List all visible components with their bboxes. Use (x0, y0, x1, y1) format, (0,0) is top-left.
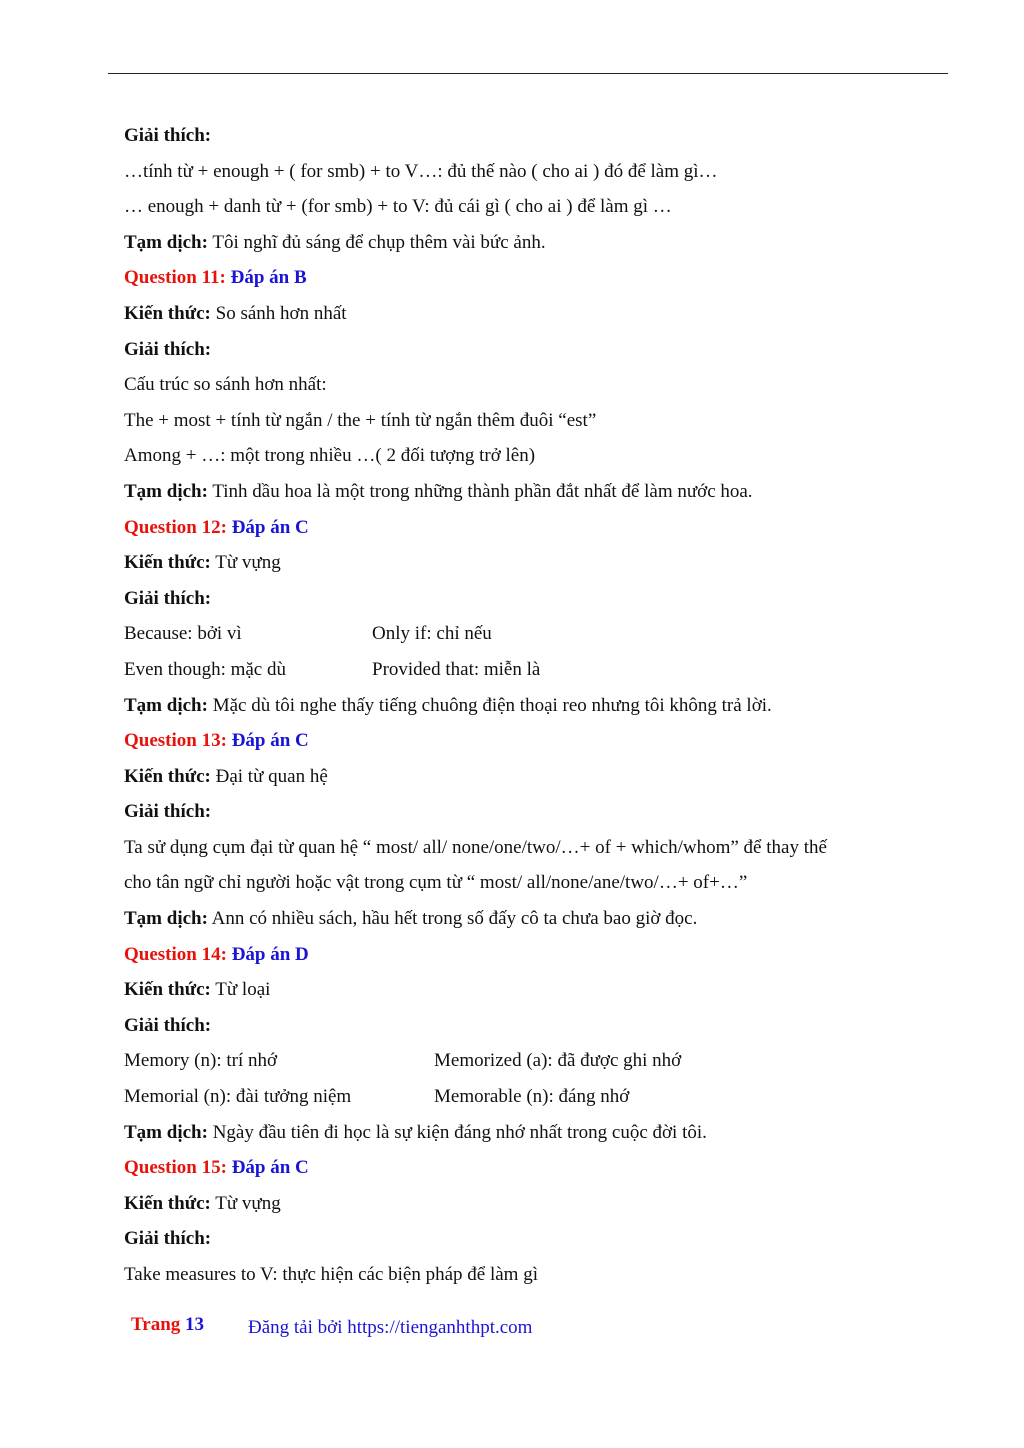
document-body (124, 118, 914, 1293)
question-number: Question 15: (124, 1157, 227, 1179)
page-label: Trang (131, 1314, 181, 1335)
source-link[interactable]: Đăng tải bởi https://tienganhthpt.com (248, 1317, 533, 1338)
translation-line: Tạm dịch: Tôi nghĩ đủ sáng để chụp thêm vài bức ảnh. (124, 231, 546, 253)
header-rule (108, 73, 948, 74)
vocab-item: Memorial (n): đài tưởng niệm (124, 1086, 352, 1108)
text-line: Cấu trúc so sánh hơn nhất: (124, 374, 327, 396)
translation-line: Tạm dịch: Tinh dầu hoa là một trong những thành phần đắt nhất để làm nước hoa. (124, 480, 753, 502)
question-number: Question 14: (124, 943, 227, 965)
question-14-heading (124, 937, 914, 973)
text-line: The + most + tính từ ngắn / the + tính từ ngắn thêm đuôi “est” (124, 409, 597, 431)
answer-label: Đáp án C (231, 516, 309, 538)
question-number: Question 12: (124, 516, 227, 538)
text-line: Ta sử dụng cụm đại từ quan hệ “ most/ all/ none/one/two/…+ of + which/whom” để thay thế (124, 836, 827, 858)
translation-line: Tạm dịch: Ngày đầu tiên đi học là sự kiện đáng nhớ nhất trong cuộc đời tôi. (124, 1121, 707, 1143)
explanation-heading: Giải thích: (124, 338, 212, 360)
question-11-heading (124, 260, 914, 296)
knowledge-line: Kiến thức: Từ loại (124, 979, 271, 1001)
explanation-heading: Giải thích: (124, 587, 212, 609)
vocab-item: Provided that: miễn là (372, 658, 541, 680)
page-number: 13 (185, 1314, 205, 1335)
knowledge-line: Kiến thức: Từ vựng (124, 552, 281, 574)
question-13-heading (124, 723, 914, 759)
vocab-item: Even though: mặc dù (124, 658, 286, 680)
vocab-row (124, 1079, 914, 1115)
text-line: cho tân ngữ chỉ người hoặc vật trong cụm từ “ most/ all/none/ane/two/…+ of+…” (124, 872, 748, 894)
translation-line: Tạm dịch: Ann có nhiều sách, hầu hết trong số đấy cô ta chưa bao giờ đọc. (124, 908, 698, 930)
answer-label: Đáp án D (231, 943, 309, 965)
translation-line: Tạm dịch: Mặc dù tôi nghe thấy tiếng chuông điện thoại reo nhưng tôi không trả lời. (124, 694, 772, 716)
knowledge-line: Kiến thức: Từ vựng (124, 1192, 281, 1214)
explanation-heading: Giải thích: (124, 125, 212, 146)
question-15-heading (124, 1150, 914, 1186)
question-number: Question 11: (124, 267, 226, 289)
knowledge-line: Kiến thức: Đại từ quan hệ (124, 765, 328, 787)
vocab-item: Only if: chỉ nếu (372, 623, 492, 645)
vocab-item: Memorized (a): đã được ghi nhớ (434, 1050, 682, 1072)
vocab-row (124, 616, 914, 652)
text-line: Take measures to V: thực hiện các biện pháp để làm gì (124, 1264, 538, 1285)
text-line: Among + …: một trong nhiều …( 2 đối tượng trở lên) (124, 445, 536, 467)
question-number: Question 13: (124, 730, 227, 752)
vocab-item: Memorable (n): đáng nhớ (434, 1086, 630, 1108)
text-line: … enough + danh từ + (for smb) + to V: đủ cái gì ( cho ai ) để làm gì … (124, 196, 672, 218)
question-12-heading (124, 510, 914, 546)
explanation-heading: Giải thích: (124, 1228, 212, 1250)
answer-label: Đáp án C (231, 730, 309, 752)
vocab-row (124, 1043, 914, 1079)
vocab-item: Memory (n): trí nhớ (124, 1050, 278, 1072)
text-line: …tính từ + enough + ( for smb) + to V…: đủ thế nào ( cho ai ) đó để làm gì… (124, 160, 718, 182)
vocab-item: Because: bởi vì (124, 623, 242, 645)
vocab-row (124, 652, 914, 688)
answer-label: Đáp án B (230, 267, 307, 289)
explanation-heading: Giải thích: (124, 801, 212, 823)
explanation-heading: Giải thích: (124, 1014, 212, 1036)
knowledge-line: Kiến thức: So sánh hơn nhất (124, 302, 347, 324)
answer-label: Đáp án C (231, 1157, 309, 1179)
page-footer (131, 1314, 533, 1338)
